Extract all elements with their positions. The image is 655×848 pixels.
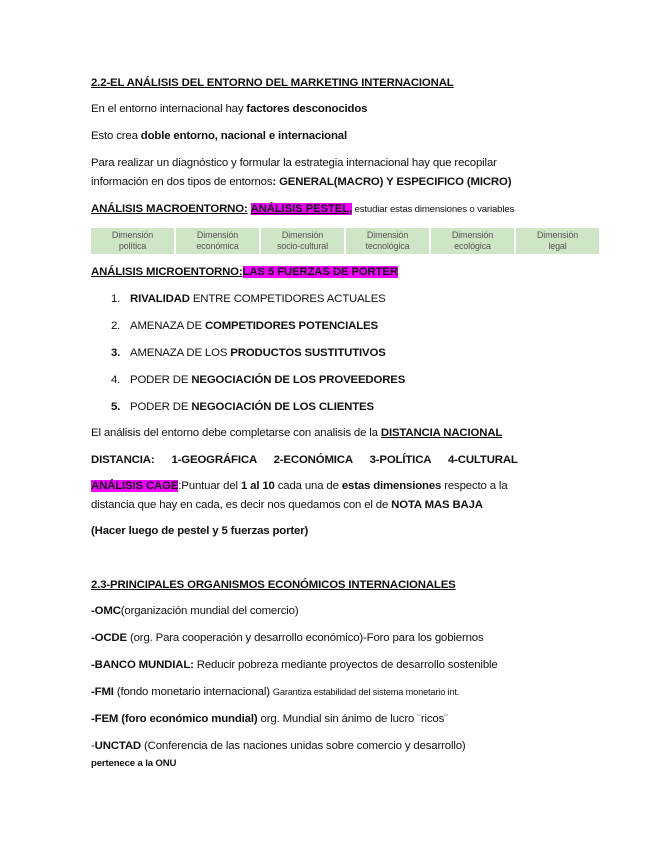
document-page: 2.2-EL ANÁLISIS DEL ENTORNO DEL MARKETING INTERNACIONAL En el entorno internacional hay factores desconocidos Esto crea doble entorno, nacional e internacional Para realizar un diagnóstico y formular la estrategia internacional hay que recopilar información en dos tipos de entornos: GENERAL(MACRO) Y ESPECIFICO (MICRO) ANÁLISIS MACROENTORNO: ANÁLISIS PESTEL, estudiar estas dimensiones o variables Dimensión política Dimensión económica Dimensión socio-cultural Dimensión tecnológica Dimensión ecológica Dimensión legal ANÁLISIS MICROENTORNO:LAS 5 FUERZAS DE PORTER 1. RIVALIDAD ENTRE COMPETIDORES ACTUALES 2. AMENAZA DE COMPETIDORES POTENCIALES 3. AMENAZA DE LOS PRODUCTOS SUSTITUTIVOS 4. PODER DE NEGOCIACIÓN DE LOS PROVEEDORES 5. PODER DE NEGOCIACIÓN DE LOS CLIENTES El análisis del entorno debe completarse con analisis de la DISTANCIA NACIONAL DISTANCIA: 1-GEOGRÁFICA 2-ECONÓMICA 3-POLÍTICA 4-CULTURAL ANÁLISIS CAGE:Puntuar del 1 al 10 cada una de estas dimensiones respecto a la distancia que hay en cada, es decir nos quedamos con el de NOTA MAS BAJA (Hacer luego de pestel y 5 fuerzas porter) 2.3-PRINCIPALES ORGANISMOS ECONÓMICOS INTERNACIONALES -OMC(organización mundial del comercio) -OCDE (org. Para cooperación y desarrollo económico)-Foro para los gobiernos -BANCO MUNDIAL: Reducir pobreza mediante proyectos de desarrollo sostenible -FMI (fondo monetario internacional) Garantiza estabilidad del sistema monetario int. -FEM (foro económico mundial) org. Mundial sin ánimo de lucro ¨ricos¨ -UNCTAD (Conferencia de las naciones unidas sobre comercio y desarrollo) pertenece a la ONU: [0, 0, 655, 848]
unctad-onu-note: pertenece a la ONU: [91, 758, 177, 769]
cage-highlight: ANÁLISIS CAGE: [91, 480, 179, 492]
organismo-banco-mundial: -BANCO MUNDIAL: Reducir pobreza mediante proyectos de desarrollo sostenible: [91, 659, 498, 671]
macroentorno-label: ANÁLISIS MACROENTORNO:: [91, 203, 248, 215]
cage-line2: distancia que hay en cada, es decir nos quedamos con el de NOTA MAS BAJA: [91, 499, 483, 511]
paragraph-doble-entorno: Esto crea doble entorno, nacional e internacional: [91, 130, 347, 142]
dimension-socio-cultural: Dimensión socio-cultural: [261, 228, 344, 254]
dimension-politica: Dimensión política: [91, 228, 174, 254]
paragraph-factores: En el entorno internacional hay factores desconocidos: [91, 103, 368, 115]
pestel-highlight: ANÁLISIS PESTEL,: [250, 203, 353, 215]
paragraph-diagnostico-line1: Para realizar un diagnóstico y formular la estrategia internacional hay que recopilar: [91, 157, 497, 169]
dimension-ecologica: Dimensión ecológica: [431, 228, 514, 254]
porter-highlight: LAS 5 FUERZAS DE PORTER: [242, 266, 398, 278]
macroentorno-line: ANÁLISIS MACROENTORNO: ANÁLISIS PESTEL, estudiar estas dimensiones o variables: [91, 203, 515, 215]
section-2-2-heading: 2.2-EL ANÁLISIS DEL ENTORNO DEL MARKETING INTERNACIONAL: [91, 77, 454, 89]
paragraph-diagnostico-line2: información en dos tipos de entornos: GENERAL(MACRO) Y ESPECIFICO (MICRO): [91, 176, 512, 188]
distancia-types-line: DISTANCIA: 1-GEOGRÁFICA 2-ECONÓMICA 3-POLÍTICA 4-CULTURAL: [91, 454, 518, 466]
dimension-legal: Dimensión legal: [516, 228, 599, 254]
microentorno-label: ANÁLISIS MICROENTORNO:: [91, 266, 243, 278]
organismo-fmi: -FMI (fondo monetario internacional) Garantiza estabilidad del sistema monetario int.: [91, 686, 460, 698]
section-2-3-heading: 2.3-PRINCIPALES ORGANISMOS ECONÓMICOS INTERNACIONALES: [91, 579, 456, 591]
microentorno-line: [91, 267, 398, 278]
dimension-economica: Dimensión económica: [176, 228, 259, 254]
organismo-omc: -OMC(organización mundial del comercio): [91, 605, 299, 617]
organismo-ocde: -OCDE (org. Para cooperación y desarrollo económico)-Foro para los gobiernos: [91, 632, 484, 644]
pestel-dimensions-strip: [91, 228, 599, 254]
dimension-tecnologica: Dimensión tecnológica: [346, 228, 429, 254]
note-pestel-porter: (Hacer luego de pestel y 5 fuerzas porter): [91, 525, 309, 537]
organismo-unctad: -UNCTAD (Conferencia de las naciones unidas sobre comercio y desarrollo): [91, 740, 466, 752]
organismo-fem: -FEM (foro económico mundial) org. Mundial sin ánimo de lucro ¨ricos¨: [91, 713, 448, 725]
cage-line1: ANÁLISIS CAGE:Puntuar del 1 al 10 cada una de estas dimensiones respecto a la: [91, 480, 508, 492]
distancia-nacional-line: El análisis del entorno debe completarse con analisis de la DISTANCIA NACIONAL: [91, 427, 503, 439]
